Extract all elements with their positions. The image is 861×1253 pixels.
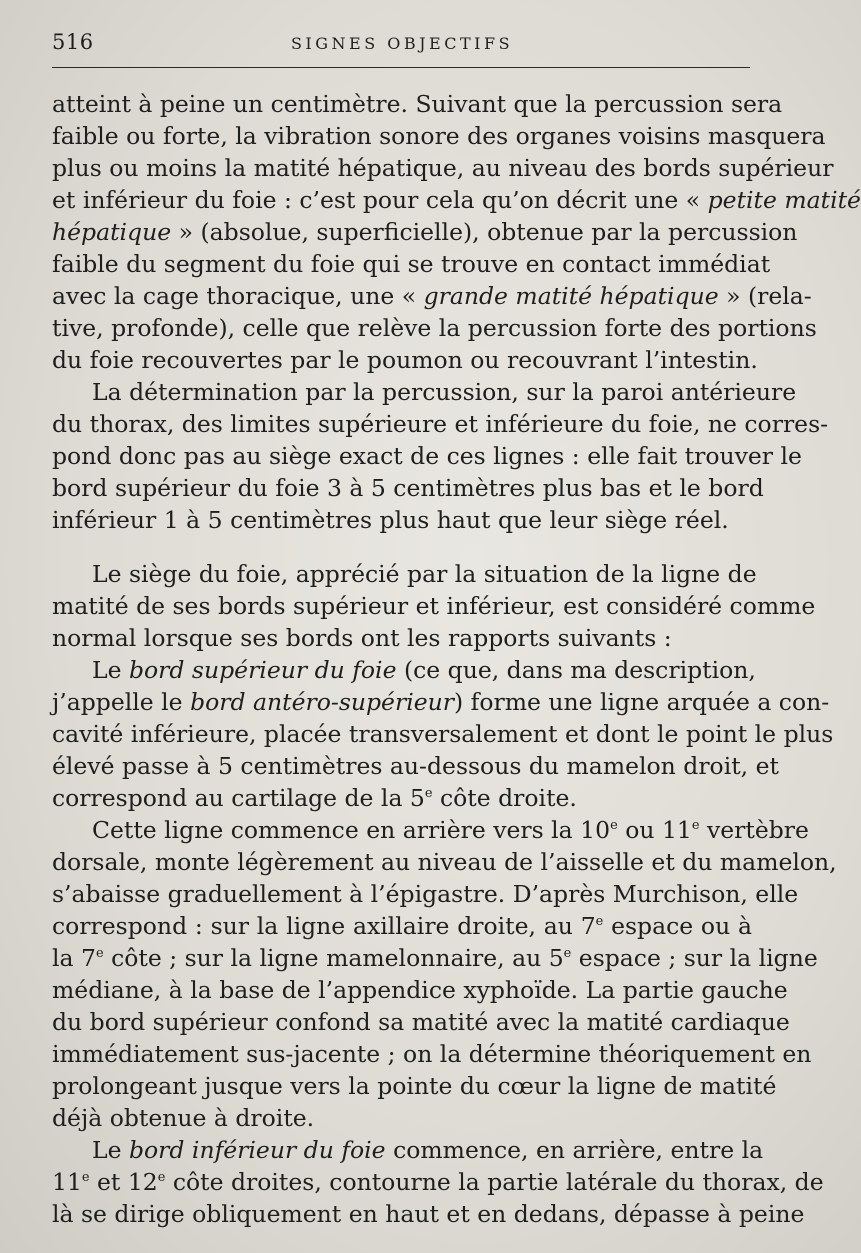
text-run: (ce que, dans ma description, [396,656,756,684]
text-run: espace ; sur la ligne [571,944,818,972]
text-run: » (rela- [718,282,812,310]
running-title: SIGNES OBJECTIFS [290,34,514,53]
running-head [52,30,752,64]
text-line: prolongeant jusque vers la pointe du cœur la ligne de matité [52,1072,777,1100]
text-line [52,280,812,312]
text-run: côte droite. [432,784,577,812]
text-line [52,910,752,942]
italic-term: bord inférieur du foie [128,1136,386,1164]
text-line: inférieur 1 à 5 centimètres plus haut que leur siège réel. [52,506,729,534]
text-run: côte ; sur la ligne mamelonnaire, au 5 [103,944,564,972]
text-run: et 12 [89,1168,158,1196]
text-line: là se dirige obliquement en haut et en dedans, dépasse à peine [52,1200,805,1228]
text-run: Le [92,1136,129,1164]
text-run: espace ou à [603,912,753,940]
text-run: et inférieur du foie : c’est pour cela qu’on décrit une « [52,186,708,214]
superscript: e [81,1169,90,1185]
text-line [52,814,809,846]
text-run: correspond : sur la ligne axillaire droite, au 7 [52,912,596,940]
italic-term: bord antéro-supérieur [190,688,454,716]
text-line: faible du segment du foie qui se trouve en contact immédiat [52,250,771,278]
text-line: faible ou forte, la vibration sonore des organes voisins masquera [52,122,826,150]
text-run: Le [92,656,129,684]
superscript: e [610,817,618,833]
text-run: côte droites, contourne la partie latérale du thorax, de [165,1168,824,1196]
superscript: e [595,913,604,929]
text-line: du foie recouvertes par le poumon ou recouvrant l’intestin. [52,346,758,374]
paragraph-gap [52,536,752,558]
text-line: Le siège du foie, apprécié par la situation de la ligne de [92,560,757,588]
text-line: La détermination par la percussion, sur la paroi antérieure [92,378,797,406]
text-run: la 7 [52,944,96,972]
superscript: e [157,1169,166,1185]
text-run: 11 [52,1168,82,1196]
text-run: Cette ligne commence en arrière vers la 10 [92,816,611,844]
text-run: ) forme une ligne arquée a con- [454,688,830,716]
text-line [52,942,818,974]
text-line [52,216,798,248]
text-line [52,654,756,686]
superscript: e [691,817,700,833]
text-run: commence, en arrière, entre la [385,1136,764,1164]
text-run: ou 11 [617,816,692,844]
italic-term: bord supérieur du foie [128,656,397,684]
text-run: correspond au cartilage de la 5 [52,784,425,812]
italic-term: grande matité hépatique [423,282,719,310]
text-line [52,1166,824,1198]
text-run: vertèbre [699,816,809,844]
text-line: normal lorsque ses bords ont les rapports suivants : [52,624,672,652]
text-line: s’abaisse graduellement à l’épigastre. D’après Murchison, elle [52,880,799,908]
text-line [52,686,830,718]
text-line: du bord supérieur confond sa matité avec la matité cardiaque [52,1008,790,1036]
superscript: e [424,785,433,801]
text-line: matité de ses bords supérieur et inférieur, est considéré comme [52,592,816,620]
body-text [52,88,861,1230]
text-line: tive, profonde), celle que relève la percussion forte des portions [52,314,817,342]
page-number: 516 [52,30,94,54]
text-line: dorsale, monte légèrement au niveau de l’aisselle et du mamelon, [52,848,837,876]
text-line [52,1134,764,1166]
text-line: plus ou moins la matité hépatique, au niveau des bords supérieur [52,154,834,182]
text-line: élevé passe à 5 centimètres au-dessous du mamelon droit, et [52,752,779,780]
text-line: du thorax, des limites supérieure et inférieure du foie, ne corres- [52,410,829,438]
text-run: » (absolue, superficielle), obtenue par la percussion [171,218,798,246]
text-run: avec la cage thoracique, une « [52,282,424,310]
text-line: médiane, à la base de l’appendice xyphoïde. La partie gauche [52,976,788,1004]
text-run: j’appelle le [52,688,191,716]
text-line: cavité inférieure, placée transversalement et dont le point le plus [52,720,834,748]
header-rule [52,67,750,68]
italic-term: hépatique [52,218,172,246]
text-line: déjà obtenue à droite. [52,1104,315,1132]
italic-term: petite matité [707,186,861,214]
text-line: immédiatement sus-jacente ; on la détermine théoriquement en [52,1040,812,1068]
text-line [52,782,752,814]
text-line: bord supérieur du foie 3 à 5 centimètres plus bas et le bord [52,474,764,502]
text-line [52,184,861,216]
text-line: pond donc pas au siège exact de ces lignes : elle fait trouver le [52,442,802,470]
superscript: e [563,945,572,961]
superscript: e [95,945,104,961]
text-line: atteint à peine un centimètre. Suivant que la percussion sera [52,90,783,118]
